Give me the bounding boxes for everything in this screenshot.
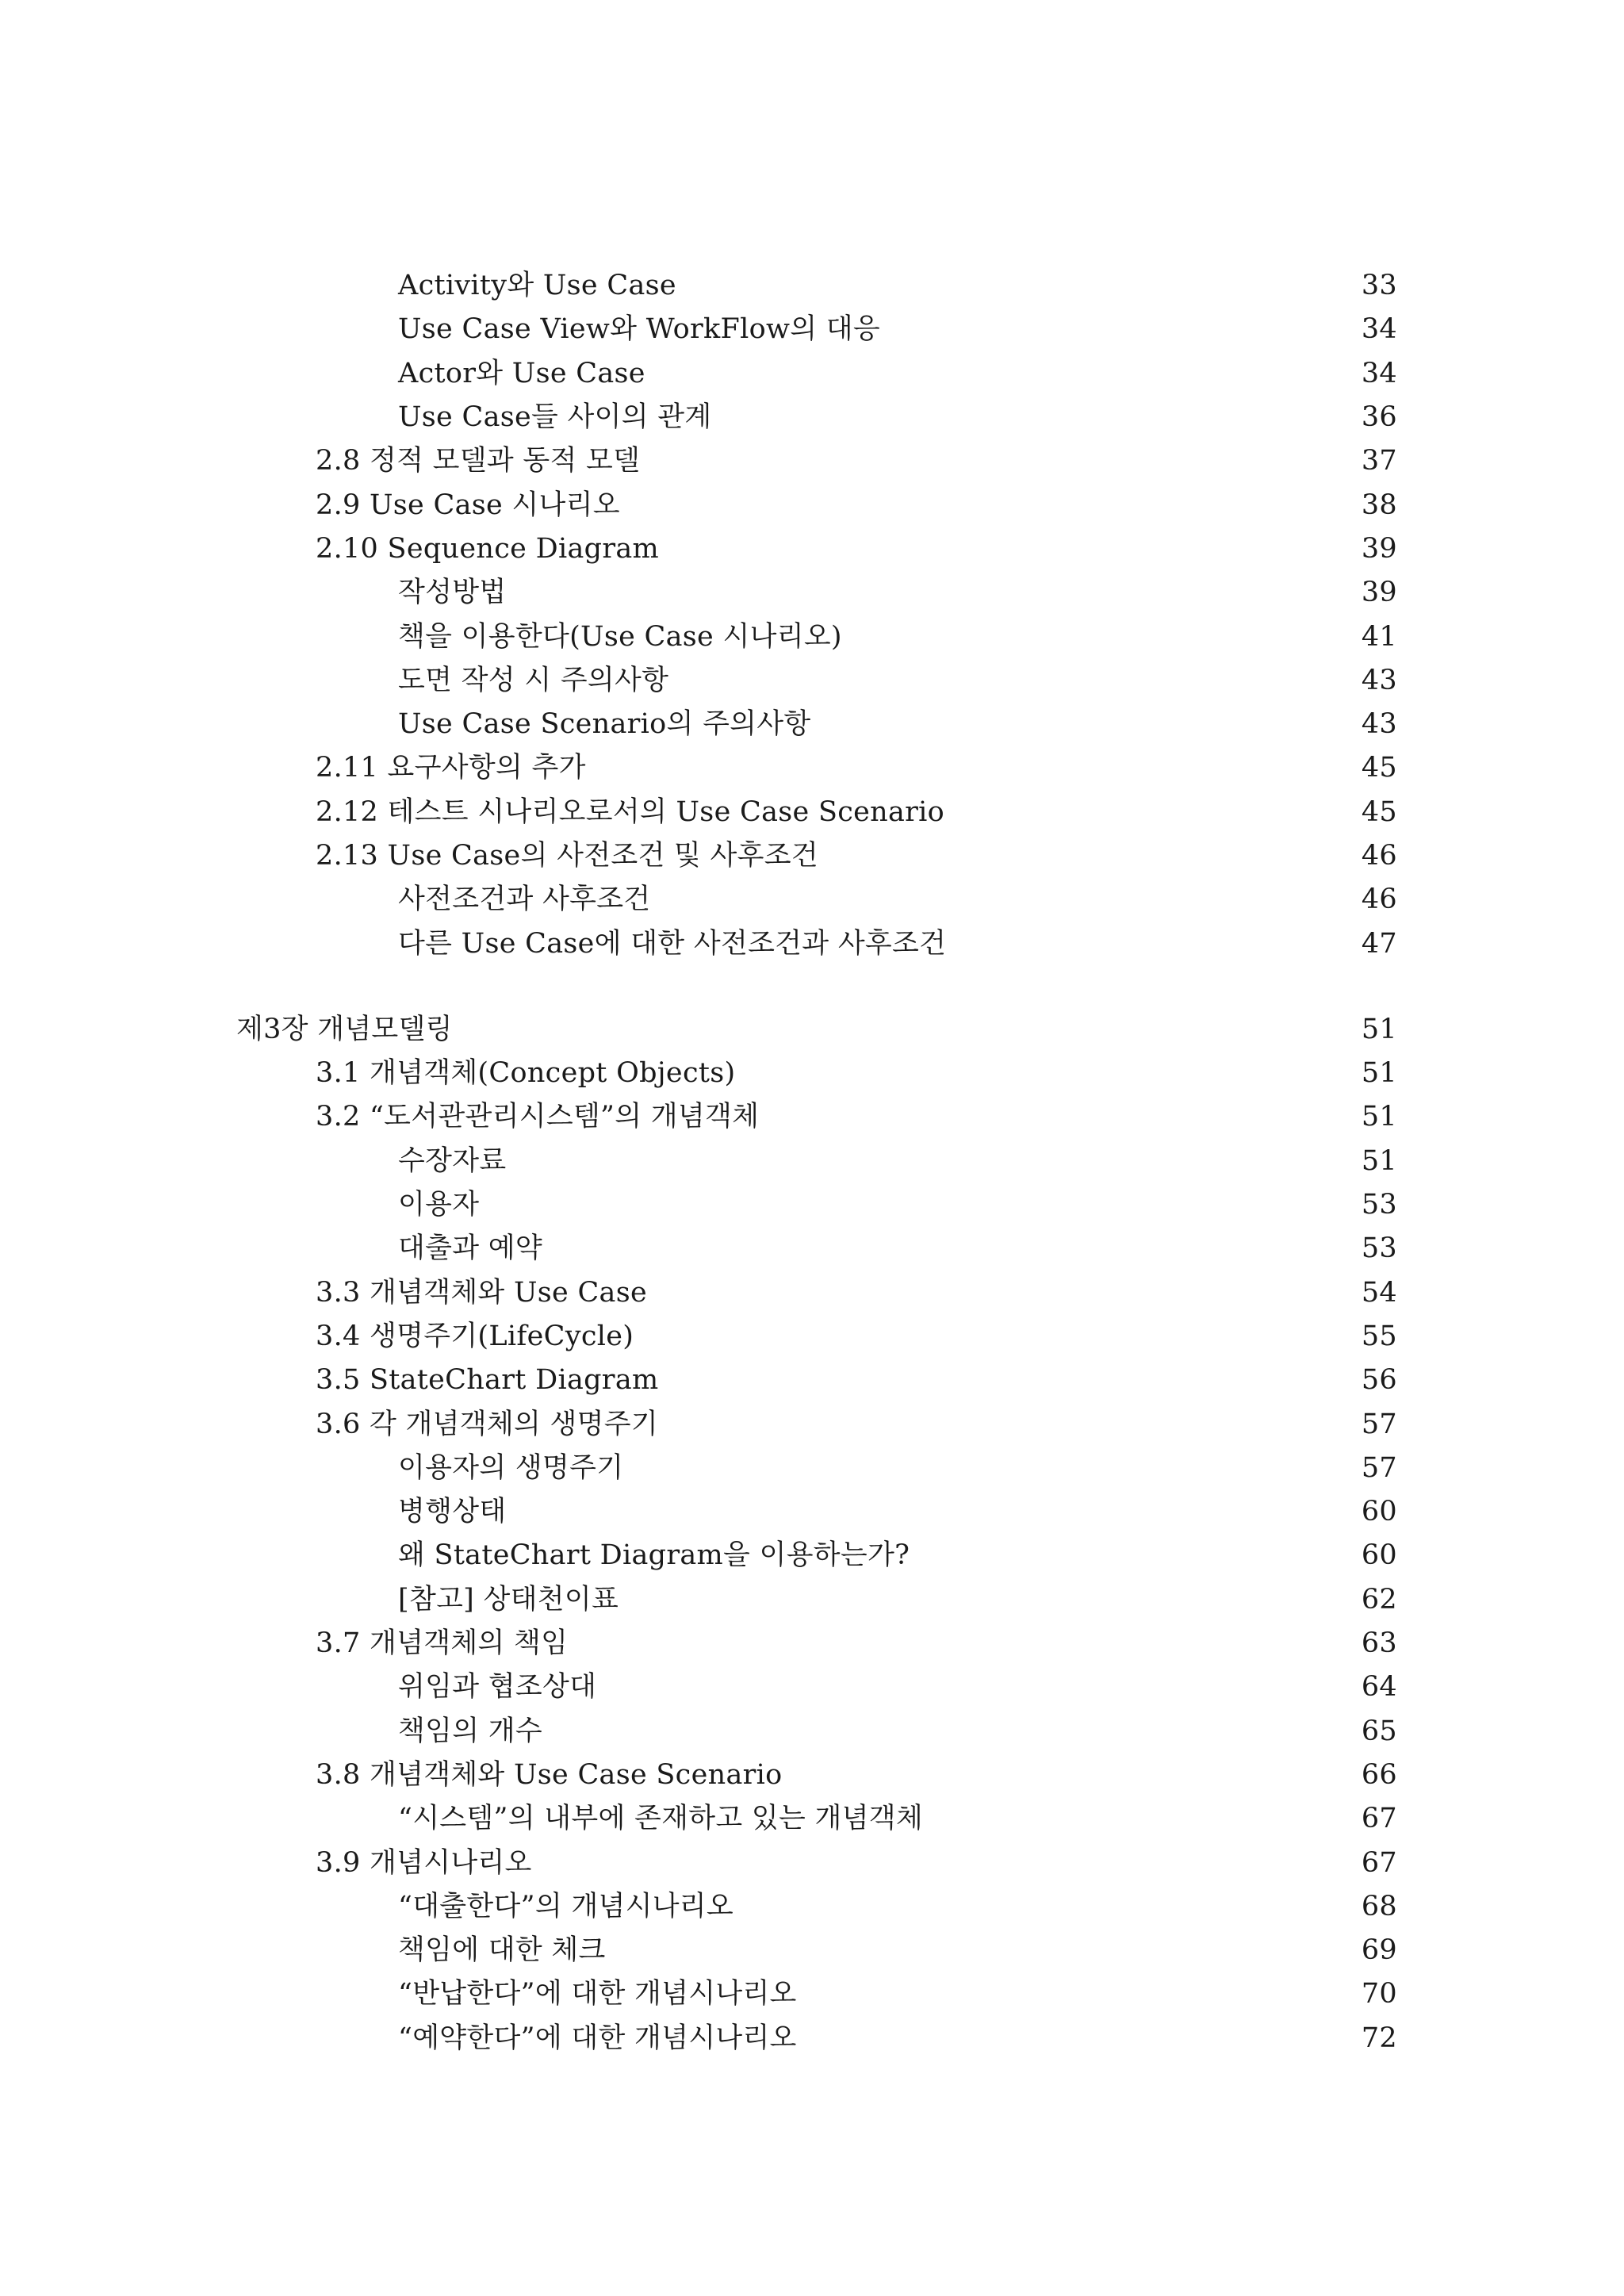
toc-entry-title: 2.9 Use Case 시나리오 xyxy=(316,489,620,521)
toc-entry-title: 다른 Use Case에 대한 사전조건과 사후조건 xyxy=(398,927,947,960)
toc-entry-page-number: 67 xyxy=(1361,1846,1397,1879)
toc-entry-title: “시스템”의 내부에 존재하고 있는 개념객체 xyxy=(398,1803,923,1835)
toc-entry-title: Activity와 Use Case xyxy=(398,270,676,302)
dot-leader xyxy=(821,834,1346,878)
toc-entry-page-number: 34 xyxy=(1361,357,1397,389)
dot-leader xyxy=(508,1140,1346,1183)
toc-entry-page-number: 46 xyxy=(1361,884,1397,916)
toc-entry-page-number: 51 xyxy=(1361,1144,1397,1177)
toc-entry-page-number: 33 xyxy=(1361,270,1397,302)
toc-entry-title: 제3장 개념모델링 xyxy=(236,1013,453,1045)
toc-list xyxy=(0,264,1624,2060)
dot-leader xyxy=(508,1490,1346,1534)
toc-entry-title: 2.13 Use Case의 사전조건 및 사후조건 xyxy=(316,840,818,872)
toc-entry-page-number: 39 xyxy=(1361,577,1397,609)
toc-entry-page-number: 47 xyxy=(1361,927,1397,960)
dot-leader xyxy=(714,396,1346,439)
toc-entry[interactable] xyxy=(0,1095,1624,1139)
toc-entry-page-number: 66 xyxy=(1361,1758,1397,1791)
toc-entry[interactable] xyxy=(0,1359,1624,1402)
toc-entry-title: 이용자의 생명주기 xyxy=(398,1451,624,1484)
dot-leader xyxy=(508,571,1346,615)
toc-entry-title: Actor와 Use Case xyxy=(398,357,645,389)
dot-leader xyxy=(799,1972,1346,2016)
dot-leader xyxy=(481,1183,1346,1227)
toc-entry-page-number: 53 xyxy=(1361,1232,1397,1265)
dot-leader xyxy=(799,2017,1346,2060)
toc-entry[interactable] xyxy=(0,1665,1624,1709)
toc-entry[interactable] xyxy=(0,615,1624,658)
toc-entry-title: 수장자료 xyxy=(398,1144,507,1177)
toc-entry-page-number: 36 xyxy=(1361,401,1397,434)
toc-entry-page-number: 67 xyxy=(1361,1803,1397,1835)
toc-entry-title: 3.1 개념객체(Concept Objects) xyxy=(316,1057,736,1090)
dot-leader xyxy=(785,1754,1346,1797)
toc-entry-title: “예약한다”에 대한 개념시나리오 xyxy=(398,2022,797,2054)
dot-leader xyxy=(642,439,1346,483)
toc-entry[interactable] xyxy=(0,1052,1624,1095)
toc-entry-title: 사전조건과 사후조건 xyxy=(398,884,651,916)
toc-entry[interactable] xyxy=(0,1754,1624,1797)
dot-leader xyxy=(588,746,1346,790)
dot-leader xyxy=(545,1227,1346,1271)
toc-entry-page-number: 56 xyxy=(1361,1364,1397,1397)
dot-leader xyxy=(679,264,1346,308)
toc-entry-page-number: 37 xyxy=(1361,445,1397,477)
toc-entry-title: 3.6 각 개념객체의 생명주기 xyxy=(316,1408,658,1440)
toc-entry-title: 작성방법 xyxy=(398,577,507,609)
toc-entry[interactable] xyxy=(0,703,1624,746)
toc-entry[interactable] xyxy=(0,834,1624,878)
toc-entry-page-number: 62 xyxy=(1361,1583,1397,1616)
toc-entry-title: 병행상태 xyxy=(398,1496,507,1528)
toc-entry[interactable] xyxy=(0,1490,1624,1534)
toc-entry-page-number: 57 xyxy=(1361,1408,1397,1440)
toc-entry-page-number: 70 xyxy=(1361,1978,1397,2010)
toc-entry[interactable] xyxy=(0,264,1624,308)
toc-entry-page-number: 64 xyxy=(1361,1671,1397,1704)
toc-entry[interactable] xyxy=(0,2017,1624,2060)
toc-entry-page-number: 72 xyxy=(1361,2022,1397,2054)
dot-leader xyxy=(545,1710,1346,1754)
toc-entry[interactable] xyxy=(0,1315,1624,1359)
toc-entry[interactable] xyxy=(0,571,1624,615)
toc-entry-title: Use Case View와 WorkFlow의 대응 xyxy=(398,313,880,346)
toc-entry-title: 2.10 Sequence Diagram xyxy=(316,532,659,565)
dot-leader xyxy=(534,1842,1346,1885)
dot-leader xyxy=(455,1008,1346,1052)
dot-leader xyxy=(947,791,1346,834)
toc-entry-page-number: 51 xyxy=(1361,1057,1397,1090)
toc-entry[interactable] xyxy=(0,483,1624,527)
toc-entry[interactable] xyxy=(0,1227,1624,1271)
toc-entry-page-number: 60 xyxy=(1361,1539,1397,1572)
toc-entry-title: “대출한다”의 개념시나리오 xyxy=(398,1890,734,1922)
dot-leader xyxy=(671,659,1346,703)
toc-entry-title: 왜 StateChart Diagram을 이용하는가? xyxy=(398,1539,910,1572)
toc-entry-title: 2.11 요구사항의 추가 xyxy=(316,752,586,784)
dot-leader xyxy=(883,308,1346,351)
toc-entry-title: 책임의 개수 xyxy=(398,1715,542,1747)
toc-entry-page-number: 68 xyxy=(1361,1890,1397,1922)
toc-entry-page-number: 43 xyxy=(1361,664,1397,696)
toc-entry-page-number: 45 xyxy=(1361,795,1397,828)
toc-entry-page-number: 65 xyxy=(1361,1715,1397,1747)
toc-entry[interactable] xyxy=(0,1841,1624,1884)
dot-leader xyxy=(661,1359,1346,1402)
toc-entry-title: 도면 작성 시 주의사항 xyxy=(398,664,669,696)
dot-leader xyxy=(761,1095,1346,1139)
toc-entry-title: Use Case Scenario의 주의사항 xyxy=(398,708,811,741)
toc-entry[interactable] xyxy=(0,922,1624,965)
toc-entry-page-number: 54 xyxy=(1361,1276,1397,1309)
toc-entry[interactable] xyxy=(0,1402,1624,1446)
dot-leader xyxy=(570,1622,1346,1665)
toc-entry-title: 3.3 개념객체와 Use Case xyxy=(316,1276,647,1309)
dot-leader xyxy=(608,1929,1346,1972)
toc-entry[interactable] xyxy=(0,1797,1624,1841)
toc-entry[interactable] xyxy=(0,1271,1624,1315)
toc-entry[interactable] xyxy=(0,396,1624,439)
dot-leader xyxy=(648,352,1346,396)
toc-entry-page-number: 60 xyxy=(1361,1496,1397,1528)
dot-leader xyxy=(622,484,1346,527)
toc-entry-page-number: 63 xyxy=(1361,1627,1397,1660)
toc-entry-page-number: 45 xyxy=(1361,752,1397,784)
toc-entry[interactable] xyxy=(0,659,1624,703)
toc-entry-title: “반납한다”에 대한 개념시나리오 xyxy=(398,1978,797,2010)
toc-entry-title: 책을 이용한다(Use Case 시나리오) xyxy=(398,620,842,653)
toc-entry[interactable] xyxy=(0,308,1624,351)
toc-entry[interactable] xyxy=(0,746,1624,790)
toc-entry-page-number: 57 xyxy=(1361,1451,1397,1484)
toc-entry-title: 3.7 개념객체의 책임 xyxy=(316,1627,569,1660)
toc-entry-title: 3.2 “도서관관리시스템”의 개념객체 xyxy=(316,1101,760,1133)
toc-entry-page-number: 34 xyxy=(1361,313,1397,346)
dot-leader xyxy=(636,1315,1346,1359)
dot-leader xyxy=(621,1578,1346,1622)
toc-entry[interactable] xyxy=(0,1578,1624,1622)
dot-leader xyxy=(925,1797,1346,1841)
dot-leader xyxy=(661,527,1346,571)
dot-leader xyxy=(599,1665,1346,1709)
dot-leader xyxy=(948,922,1346,966)
toc-entry[interactable] xyxy=(0,1710,1624,1754)
toc-entry[interactable] xyxy=(0,1972,1624,2016)
toc-entry[interactable] xyxy=(0,791,1624,834)
toc-entry[interactable] xyxy=(0,352,1624,396)
toc-entry-page-number: 41 xyxy=(1361,620,1397,653)
toc-entry-title: Use Case들 사이의 관계 xyxy=(398,401,712,434)
toc-entry-page-number: 53 xyxy=(1361,1189,1397,1221)
toc-entry-title: 위임과 협조상대 xyxy=(398,1671,597,1704)
toc-entry-title: 2.8 정적 모델과 동적 모델 xyxy=(316,445,641,477)
toc-entry[interactable] xyxy=(0,439,1624,483)
toc-entry-page-number: 51 xyxy=(1361,1101,1397,1133)
toc-entry[interactable] xyxy=(0,1622,1624,1665)
toc-entry[interactable] xyxy=(0,527,1624,571)
toc-entry[interactable] xyxy=(0,878,1624,922)
dot-leader xyxy=(912,1534,1346,1577)
toc-entry-title: 이용자 xyxy=(398,1189,480,1221)
dot-leader xyxy=(661,1403,1346,1447)
toc-entry-page-number: 55 xyxy=(1361,1320,1397,1352)
toc-entry-title: [참고] 상태천이표 xyxy=(398,1583,619,1616)
toc-entry[interactable] xyxy=(0,1929,1624,1972)
toc-entry[interactable] xyxy=(0,1447,1624,1490)
toc-entry-page-number: 38 xyxy=(1361,489,1397,521)
toc-entry-title: 2.12 테스트 시나리오로서의 Use Case Scenario xyxy=(316,795,945,828)
dot-leader xyxy=(737,1052,1346,1095)
toc-entry-title: 3.4 생명주기(LifeCycle) xyxy=(316,1320,634,1352)
toc-entry-page-number: 51 xyxy=(1361,1013,1397,1045)
dot-leader xyxy=(653,878,1346,922)
toc-entry[interactable] xyxy=(0,1183,1624,1227)
toc-entry-title: 대출과 예약 xyxy=(398,1232,542,1265)
toc-entry[interactable] xyxy=(0,1885,1624,1929)
toc-entry-title: 3.9 개념시나리오 xyxy=(316,1846,532,1879)
dot-leader xyxy=(814,703,1346,746)
toc-entry-title: 3.8 개념객체와 Use Case Scenario xyxy=(316,1758,783,1791)
toc-entry-page-number: 39 xyxy=(1361,532,1397,565)
toc-entry-page-number: 43 xyxy=(1361,708,1397,741)
dot-leader xyxy=(649,1271,1346,1315)
dot-leader xyxy=(736,1885,1346,1929)
dot-leader xyxy=(626,1447,1346,1490)
dot-leader xyxy=(845,615,1346,659)
toc-entry[interactable] xyxy=(0,1140,1624,1183)
toc-entry-page-number: 46 xyxy=(1361,840,1397,872)
toc-entry-title: 책임에 대한 체크 xyxy=(398,1934,606,1967)
toc-entry[interactable] xyxy=(0,1008,1624,1052)
toc-entry-title: 3.5 StateChart Diagram xyxy=(316,1364,659,1397)
toc-entry-page-number: 69 xyxy=(1361,1934,1397,1967)
toc-entry[interactable] xyxy=(0,1534,1624,1577)
